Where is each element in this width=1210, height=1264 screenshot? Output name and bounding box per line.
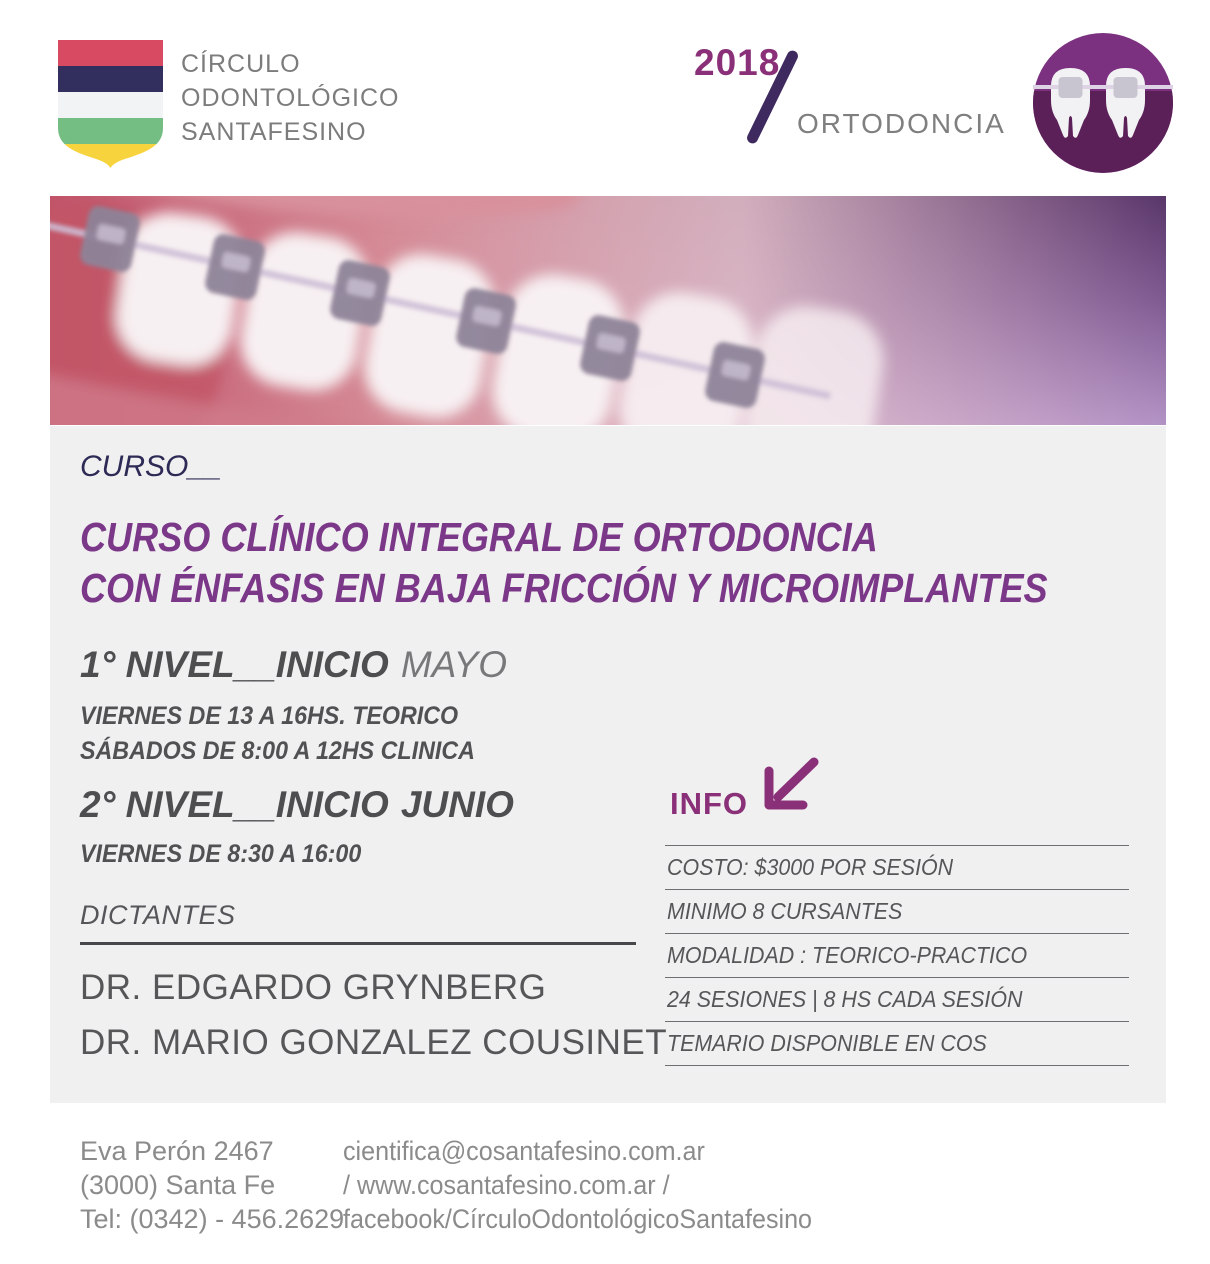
level-1-start-month: MAYO — [400, 644, 508, 685]
level-1-schedule-line: SÁBADOS DE 8:00 A 12HS CLINICA — [80, 737, 475, 765]
level-1-schedule-line: VIERNES DE 13 A 16HS. TEORICO — [80, 702, 459, 730]
address-line: Eva Perón 2467 — [80, 1136, 274, 1166]
info-label: INFO — [670, 786, 749, 821]
info-row: MINIMO 8 CURSANTES — [665, 890, 1129, 934]
hero-photo — [50, 196, 1166, 425]
org-name-line: ODONTOLÓGICO — [181, 84, 400, 112]
lecturer-name: DR. MARIO GONZALEZ COUSINET — [80, 1023, 668, 1062]
level-2-schedule-line: VIERNES DE 8:30 A 16:00 — [80, 840, 362, 868]
info-row: MODALIDAD : TEORICO-PRACTICO — [665, 934, 1129, 978]
dictantes-divider — [80, 942, 636, 945]
org-name-line: CÍRCULO — [181, 50, 301, 78]
course-title-line2: CON ÉNFASIS EN BAJA FRICCIÓN Y MICROIMPLANTES — [80, 565, 1048, 611]
contact-facebook: facebook/CírculoOdontológicoSantafesino — [343, 1204, 813, 1234]
address-line: Tel: (0342) - 456.2629 — [80, 1204, 345, 1234]
course-title-line1: CURSO CLÍNICO INTEGRAL DE ORTODONCIA — [80, 514, 878, 560]
level-2-start-month: JUNIO — [400, 784, 514, 825]
contact-email: cientifica@cosantafesino.com.ar — [343, 1136, 705, 1166]
course-card — [50, 426, 1166, 1103]
edition-year: 2018 — [694, 42, 781, 83]
level-1-heading: 1° NIVEL__INICIO MAYO — [80, 644, 508, 685]
program-badge — [1033, 33, 1173, 178]
info-row: COSTO: $3000 POR SESIÓN — [665, 846, 1129, 890]
program-label: ORTODONCIA — [797, 108, 1006, 139]
org-name-line: SANTAFESINO — [181, 118, 367, 146]
info-row: 24 SESIONES | 8 HS CADA SESIÓN — [665, 978, 1129, 1022]
contact-website: / www.cosantafesino.com.ar / — [343, 1170, 670, 1200]
footer-contact — [343, 1134, 847, 1236]
footer-address — [80, 1134, 344, 1236]
lecturer-name: DR. EDGARDO GRYNBERG — [80, 968, 547, 1007]
dictantes-label: DICTANTES — [80, 900, 236, 930]
teeth-with-braces-icon — [1033, 33, 1173, 173]
course-kicker: CURSO__ — [80, 450, 222, 483]
arrow-down-left-icon — [762, 756, 820, 819]
address-line: (3000) Santa Fe — [80, 1170, 276, 1200]
shield-stripes-icon — [58, 40, 163, 168]
info-row: TEMARIO DISPONIBLE EN COS — [665, 1022, 1129, 1066]
org-name — [181, 47, 400, 149]
info-list — [665, 845, 1129, 1066]
org-logo — [58, 40, 163, 173]
level-2-heading: 2° NIVEL__INICIO JUNIO — [80, 784, 514, 825]
